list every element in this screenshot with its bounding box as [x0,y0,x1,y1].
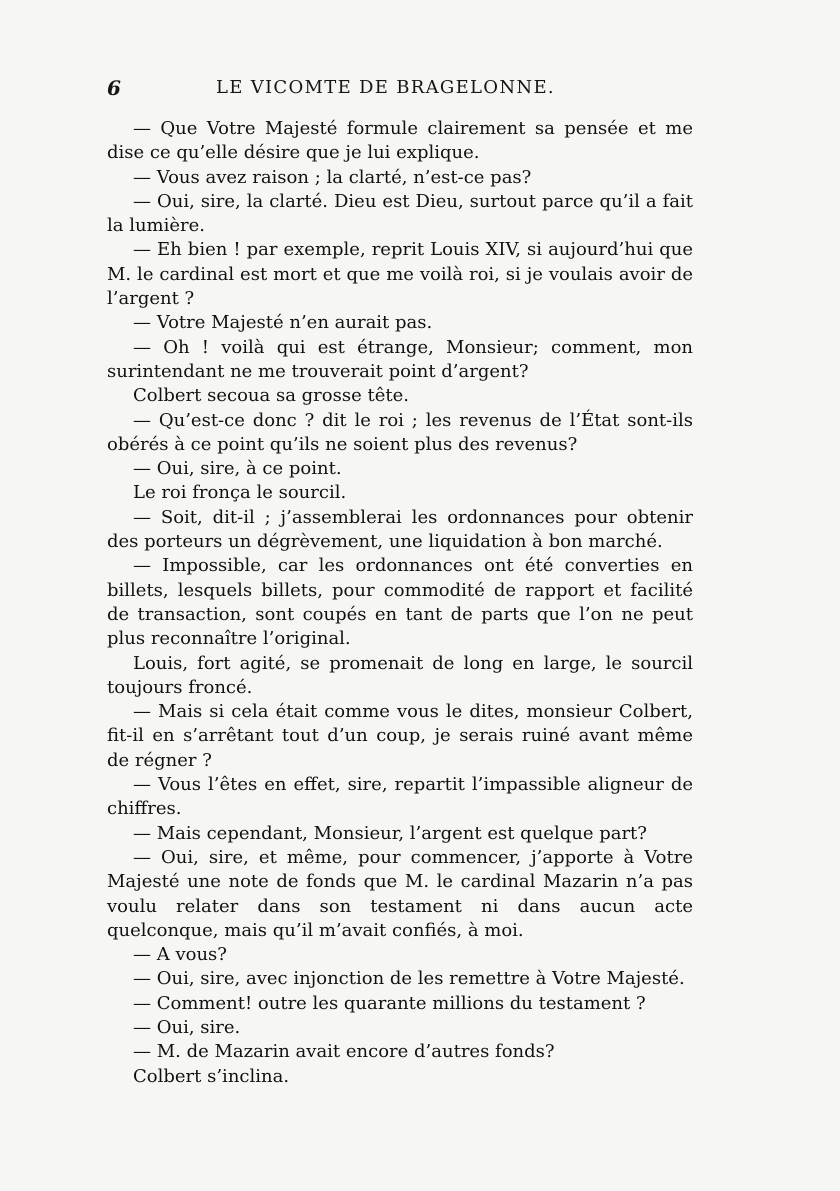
page-header [107,76,697,102]
paragraph: — A vous? [133,944,227,966]
paragraph: — Oui, sire, à ce point. [133,458,342,480]
paragraph: — Impossible, car les ordonnances ont été converties en billets, lesquels billets, pour commodité de rapport et facilité de transaction, sont coupés en tant de parts que l’on ne peut plus reconnaître l’original. [107,555,693,650]
paragraph: — Oui, sire, et même, pour commencer, j’apporte à Votre Majesté une note de fonds que M. le cardinal Mazarin n’a pas voulu relater dans son testament ni dans aucun acte quelconque, mais qu’il m’avait confiés, à moi. [107,846,693,941]
paragraph: — Oui, sire, la clarté. Dieu est Dieu, surtout parce qu’il a fait la lumière. [107,190,693,237]
paragraph: Colbert s’inclina. [133,1065,290,1087]
paragraph: — Comment! outre les quarante millions du testament ? [133,992,646,1014]
paragraph: Louis, fort agité, se promenait de long en large, le sourcil toujours froncé. [107,652,693,698]
running-title: LE VICOMTE DE BRAGELONNE. [216,77,555,98]
paragraph: — Mais cependant, Monsieur, l’argent est quelque part? [133,822,647,844]
text-block [107,117,693,1089]
paragraph: Le roi fronça le sourcil. [133,482,347,504]
paragraph: — Oui, sire, avec injonction de les remettre à Votre Majesté. [133,968,685,990]
paragraph: — Qu’est-ce donc ? dit le roi ; les revenus de l’État sont-ils obérés à ce point qu’ils ne soient plus des revenus? [107,409,693,455]
paragraph: — Soit, dit-il ; j’assemblerai les ordonnances pour obtenir des porteurs un dégrèvement, une liquidation à bon marché. [107,506,693,553]
paragraph: — Vous avez raison ; la clarté, n’est-ce pas? [133,166,532,188]
paragraph: — Oh ! voilà qui est étrange, Monsieur; comment, mon surintendant ne me trouverait point d’argent? [107,336,693,382]
paragraph: — Eh bien ! par exemple, reprit Louis XIV, si aujourd’hui que M. le cardinal est mort et que me voilà roi, si je voulais avoir de l’argent ? [107,239,693,310]
paragraph: Colbert secoua sa grosse tête. [133,385,409,407]
paragraph: — Votre Majesté n’en aurait pas. [133,312,433,334]
paragraph: — Oui, sire. [133,1016,241,1038]
paragraph: — Mais si cela était comme vous le dites, monsieur Colbert, fit-il en s’arrêtant tout d’un coup, je serais ruiné avant même de régner ? [107,701,693,771]
page-number: 6 [107,76,121,100]
paragraph: — Vous l’êtes en effet, sire, repartit l’impassible aligneur de chiffres. [107,774,693,820]
paragraph: — M. de Mazarin avait encore d’autres fonds? [133,1041,555,1063]
paragraph: — Que Votre Majesté formule clairement sa pensée et me dise ce qu’elle désire que je lui explique. [107,118,693,164]
